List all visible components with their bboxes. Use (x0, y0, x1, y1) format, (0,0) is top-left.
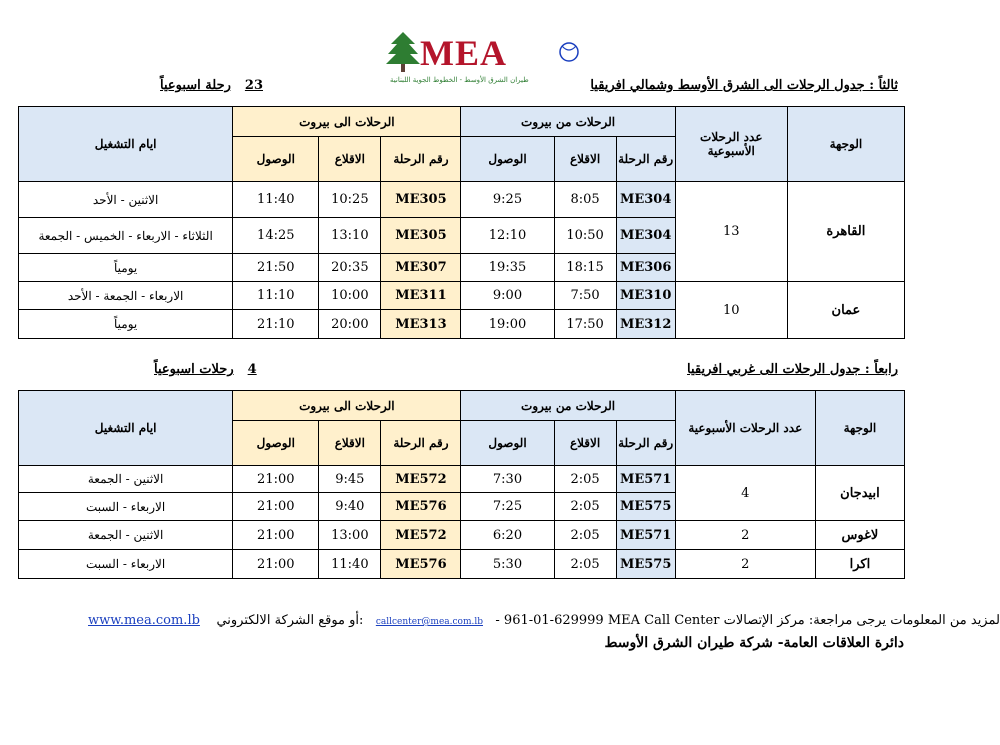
in-departure-cell: 9:45 (319, 466, 381, 493)
in-arrival-cell: 11:40 (233, 182, 319, 218)
table-row (19, 521, 905, 550)
out-departure-cell: 8:05 (554, 182, 616, 218)
out-arrival-cell: 19:00 (461, 310, 554, 339)
days-cell: يومياً (19, 310, 233, 339)
in-arrival-cell: 21:00 (233, 493, 319, 521)
out-arrival-cell: 12:10 (461, 218, 554, 254)
header-in-flight-no: رقم الرحلة (381, 421, 461, 466)
section4-weekly-count (154, 362, 257, 377)
section4-table (18, 390, 905, 579)
header-out-flight-no: رقم الرحلة (616, 421, 675, 466)
out-flight-code: ME304 (616, 218, 675, 254)
in-arrival-cell: 21:10 (233, 310, 319, 339)
days-cell: الاربعاء - الجمعة - الأحد (19, 282, 233, 310)
weekly-count-cell: 2 (675, 550, 815, 579)
in-departure-cell: 20:35 (319, 254, 381, 282)
out-departure-cell: 2:05 (554, 466, 616, 493)
in-flight-code: ME307 (381, 254, 461, 282)
header-out-arrival: الوصول (461, 421, 554, 466)
header-in-arrival: الوصول (233, 421, 319, 466)
destination-cell: اكرا (815, 550, 904, 579)
days-cell: الاثنين - الجمعة (19, 521, 233, 550)
header-in-departure: الاقلاع (319, 137, 381, 182)
header-out-departure: الاقلاع (554, 421, 616, 466)
header-out-departure: الاقلاع (554, 137, 616, 182)
destination-cell: عمان (787, 282, 904, 339)
in-departure-cell: 13:10 (319, 218, 381, 254)
in-arrival-cell: 21:00 (233, 550, 319, 579)
section3-title: ثالثاً : جدول الرحلات الى الشرق الأوسط وشمالي افريقيا (590, 78, 898, 93)
section4-title: رابعاً : جدول الرحلات الى غربي افريقيا (687, 362, 898, 377)
table-row (19, 182, 905, 218)
days-cell: يومياً (19, 254, 233, 282)
out-arrival-cell: 6:20 (461, 521, 554, 550)
weekly-count-cell: 2 (675, 521, 815, 550)
in-arrival-cell: 21:00 (233, 521, 319, 550)
days-cell: الاربعاء - السبت (19, 493, 233, 521)
in-flight-code: ME572 (381, 521, 461, 550)
website-link[interactable]: www.mea.com.lb (88, 613, 200, 628)
email-link[interactable]: callcenter@mea.com.lb (375, 617, 483, 627)
header-in-flight-no: رقم الرحلة (381, 137, 461, 182)
skyteam-icon (558, 32, 580, 72)
out-arrival-cell: 9:00 (461, 282, 554, 310)
in-flight-code: ME313 (381, 310, 461, 339)
out-arrival-cell: 9:25 (461, 182, 554, 218)
destination-cell: القاهرة (787, 182, 904, 282)
section3-count-label: رحلة اسبوعياً (160, 78, 231, 93)
section3-table (18, 106, 905, 339)
weekly-count-cell: 4 (675, 466, 815, 521)
out-departure-cell: 17:50 (554, 310, 616, 339)
in-departure-cell: 11:40 (319, 550, 381, 579)
header-from-beirut: الرحلات من بيروت (461, 391, 675, 421)
weekly-count-cell: 10 (675, 282, 787, 339)
out-flight-code: ME571 (616, 466, 675, 493)
header-out-flight-no: رقم الرحلة (616, 137, 675, 182)
days-cell: الاثنين - الأحد (19, 182, 233, 218)
in-flight-code: ME305 (381, 182, 461, 218)
days-cell: الاثنين - الجمعة (19, 466, 233, 493)
in-flight-code: ME305 (381, 218, 461, 254)
out-flight-code: ME575 (616, 550, 675, 579)
out-flight-code: ME304 (616, 182, 675, 218)
out-flight-code: ME306 (616, 254, 675, 282)
out-arrival-cell: 5:30 (461, 550, 554, 579)
out-departure-cell: 18:15 (554, 254, 616, 282)
out-departure-cell: 10:50 (554, 218, 616, 254)
header-out-arrival: الوصول (461, 137, 554, 182)
header-in-arrival: الوصول (233, 137, 319, 182)
out-arrival-cell: 7:30 (461, 466, 554, 493)
header-weekly-flights: عدد الرحلات الأسبوعية (675, 107, 787, 182)
out-flight-code: ME310 (616, 282, 675, 310)
section3-weekly-count (160, 78, 263, 93)
logo-arabic-name: طيران الشرق الأوسط - الخطوط الجوية اللبنانية (390, 76, 529, 84)
out-arrival-cell: 7:25 (461, 493, 554, 521)
in-flight-code: ME572 (381, 466, 461, 493)
in-departure-cell: 13:00 (319, 521, 381, 550)
footer-department: دائرة العلاقات العامة- شركة طيران الشرق الأوسط (604, 635, 904, 651)
in-flight-code: ME576 (381, 550, 461, 579)
in-flight-code: ME311 (381, 282, 461, 310)
in-departure-cell: 9:40 (319, 493, 381, 521)
out-flight-code: ME312 (616, 310, 675, 339)
days-cell: الثلاثاء - الاربعاء - الخميس - الجمعة (19, 218, 233, 254)
section4-count-label: رحلات اسبوعياً (154, 362, 234, 377)
in-arrival-cell: 21:50 (233, 254, 319, 282)
logo-brand: MEA (420, 33, 507, 73)
out-arrival-cell: 19:35 (461, 254, 554, 282)
in-arrival-cell: 11:10 (233, 282, 319, 310)
out-departure-cell: 7:50 (554, 282, 616, 310)
weekly-count-cell: 13 (675, 182, 787, 282)
destination-cell: لاغوس (815, 521, 904, 550)
in-arrival-cell: 14:25 (233, 218, 319, 254)
in-flight-code: ME576 (381, 493, 461, 521)
section3-count-number: 23 (244, 78, 263, 93)
in-departure-cell: 10:25 (319, 182, 381, 218)
out-flight-code: ME571 (616, 521, 675, 550)
header-destination: الوجهة (787, 107, 904, 182)
days-cell: الاربعاء - السبت (19, 550, 233, 579)
out-departure-cell: 2:05 (554, 493, 616, 521)
callcenter-text: - 961-01-629999 MEA Call Center لمزيد من المعلومات يرجى مراجعة: مركز الإتصالات (495, 613, 1000, 628)
website-label: أو موقع الشركة الالكتروني: (216, 613, 364, 628)
header-to-beirut: الرحلات الى بيروت (233, 391, 461, 421)
cedar-tree-icon (386, 30, 420, 74)
header-in-departure: الاقلاع (319, 421, 381, 466)
out-flight-code: ME575 (616, 493, 675, 521)
section4-count-number: 4 (247, 362, 257, 377)
header-destination: الوجهة (815, 391, 904, 466)
in-departure-cell: 10:00 (319, 282, 381, 310)
header-days: ايام التشغيل (19, 107, 233, 182)
table-row (19, 550, 905, 579)
header-days: ايام التشغيل (19, 391, 233, 466)
table-row (19, 282, 905, 310)
footer-contact-line (88, 613, 1000, 628)
header-from-beirut: الرحلات من بيروت (461, 107, 675, 137)
in-departure-cell: 20:00 (319, 310, 381, 339)
mea-logo (380, 28, 610, 86)
table-row (19, 466, 905, 493)
header-weekly-flights: عدد الرحلات الأسبوعية (675, 391, 815, 466)
in-arrival-cell: 21:00 (233, 466, 319, 493)
destination-cell: ابيدجان (815, 466, 904, 521)
header-to-beirut: الرحلات الى بيروت (233, 107, 461, 137)
out-departure-cell: 2:05 (554, 550, 616, 579)
out-departure-cell: 2:05 (554, 521, 616, 550)
